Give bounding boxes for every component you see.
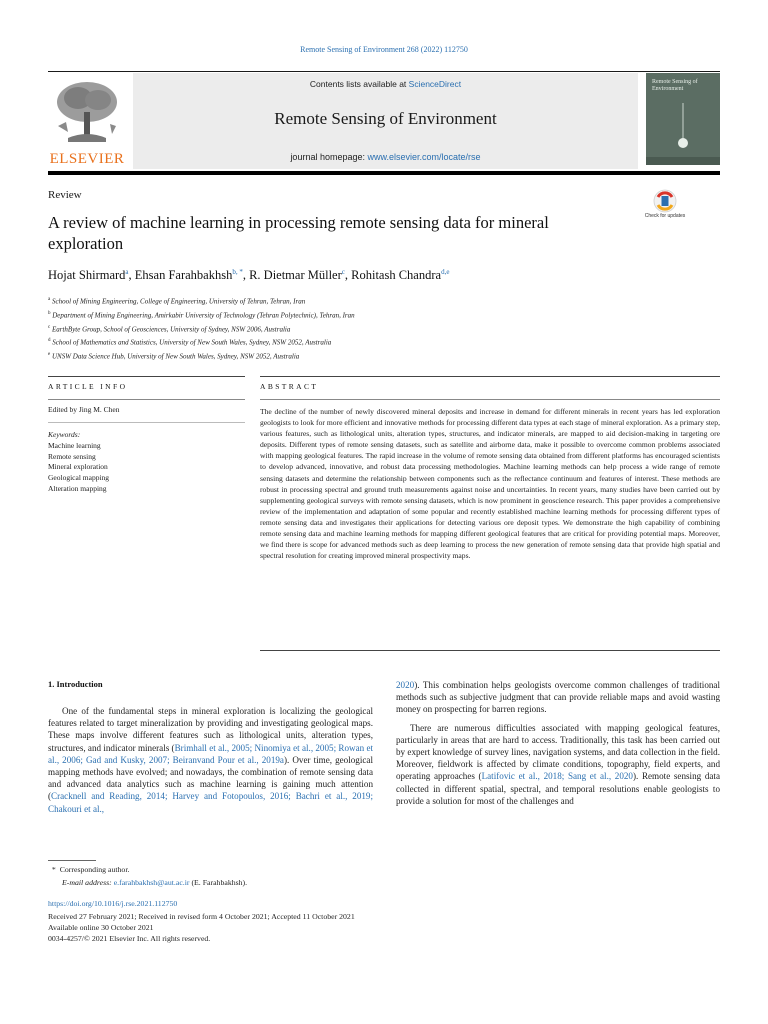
abstract-top-rule bbox=[260, 376, 720, 377]
citation-link[interactable]: Latifovic et al., 2018; Sang et al., 2020 bbox=[481, 771, 633, 782]
affiliation-text: UNSW Data Science Hub, University of New South Wales, Sydney, NSW 2052, Australia bbox=[51, 352, 300, 361]
journal-citation-link[interactable]: Remote Sensing of Environment 268 (2022) 112750 bbox=[300, 45, 468, 54]
footnote-star: * bbox=[48, 865, 60, 874]
body-column-right bbox=[396, 679, 720, 807]
keyword-item[interactable]: Remote sensing bbox=[48, 451, 96, 461]
keywords-label: Keywords: bbox=[48, 430, 81, 439]
author-separator: , bbox=[242, 268, 250, 283]
article-info-top-rule bbox=[48, 376, 245, 377]
affiliation-key: d bbox=[48, 338, 51, 344]
banner-top-rule bbox=[48, 71, 720, 72]
author-affiliation-marker[interactable]: c bbox=[341, 268, 345, 276]
footnote-rule bbox=[48, 860, 96, 861]
journal-banner bbox=[133, 73, 638, 169]
received-dates: Received 27 February 2021; Received in revised form 4 October 2021; Accepted 11 October 2021 bbox=[48, 912, 355, 921]
cover-title: Remote Sensing of Environment bbox=[652, 79, 698, 92]
intro-paragraph-2 bbox=[396, 722, 720, 807]
publisher-name: ELSEVIER bbox=[49, 151, 125, 167]
citation-link[interactable]: 2020 bbox=[396, 680, 415, 690]
author-separator: , bbox=[128, 268, 135, 283]
email-owner: (E. Farahbakhsh). bbox=[189, 878, 248, 887]
article-type: Review bbox=[48, 189, 82, 201]
contents-availability bbox=[133, 79, 638, 89]
affiliation-list bbox=[48, 294, 668, 363]
affiliation-key: e bbox=[48, 352, 51, 358]
body-column-left bbox=[48, 705, 373, 815]
author-affiliation-marker[interactable]: d,e bbox=[441, 268, 450, 276]
affiliation-text: Department of Mining Engineering, Amirkabir University of Technology (Tehran Polytechnic), Tehran, Iran bbox=[52, 311, 355, 320]
intro-text: ). Remote sensing data collected in different spatial, spectral, and temporal resolutions enable geologists to provide a solution for most of the challenges and bbox=[396, 771, 720, 806]
author-email-link[interactable]: e.farahbakhsh@aut.ac.ir bbox=[113, 878, 190, 887]
check-updates-label: Check for updates bbox=[644, 213, 686, 219]
journal-title: Remote Sensing of Environment bbox=[274, 109, 497, 128]
email-note bbox=[62, 878, 247, 887]
affiliation-key: c bbox=[48, 324, 51, 330]
edited-by-rule bbox=[48, 422, 245, 423]
intro-paragraph-1-cont bbox=[396, 679, 720, 716]
introduction-heading: 1. Introduction bbox=[48, 679, 103, 689]
intro-text: ). Over time, geological mapping methods have evolved; and nowadays, the combination of remote sensing data and advanced data analytics such as machine learning is gaining much attention ( bbox=[48, 754, 373, 802]
author-separator: , bbox=[344, 268, 352, 283]
corresponding-author-note bbox=[48, 865, 129, 874]
homepage-prefix: journal homepage: bbox=[290, 152, 368, 162]
citation-link[interactable]: Cracknell and Reading, 2014; Harvey and Fotopoulos, 2016; Bachri et al., 2019; Chakouri et al., bbox=[48, 791, 373, 814]
author-list bbox=[48, 268, 668, 283]
keyword-item[interactable]: Geological mapping bbox=[48, 473, 110, 483]
contents-prefix: Contents lists available at bbox=[309, 79, 409, 89]
doi-link[interactable]: https://doi.org/10.1016/j.rse.2021.112750 bbox=[48, 899, 178, 908]
article-info-heading-rule bbox=[48, 399, 245, 400]
keyword-item[interactable]: Alteration mapping bbox=[48, 483, 107, 493]
journal-cover-image[interactable] bbox=[646, 73, 720, 165]
abstract-text: The decline of the number of newly discovered mineral deposits and increase in demand for different minerals in recent years has led exploration geologists to look for more efficient and innovative methods for processing different data types at each stage of mineral exploration. As a primary step, various features, such as lithological units, alteration types, structures, and indicator minerals, are mapped to aid decision-making in targeting ore deposits. Different types of remote sensing datasets, such as satellite and airborne data, make it possible to overcome common problems associated with mapping geological features. The rapid increase in the volume of remote sensing data obtained from different platforms has encouraged scientists to develop advanced, innovative, and robust data processing methodologies. Machine learning methods can help process a wide range of remote sensing datasets and determine the relationship between components such as the reflectance continuum and features of interest. These methods are robust in processing spectral and ground truth measurements against noise and uncertainties. In recent years, many studies have been carried out by supplementing geological surveys with remote sensing datasets, which is now prominent in geoscience research. This paper provides a comprehensive review of the implementation and adaptation of some popular and recently established machine learning methods for processing different types of remote sensing data and investigates their applications for detecting various ore deposit types. We demonstrate the high capability of combining remote sensing data and machine learning methods for mapping different geological features that are critical for providing potential maps. Moreover, we find there is scope for advanced methods such as deep learning to process the new generation of remote sensing data that provide high spatial and spectral resolution for creating improved mineral prospectivity maps. bbox=[260, 407, 720, 561]
affiliation-item bbox=[48, 308, 668, 322]
intro-text: One of the fundamental steps in mineral exploration is localizing the geological features related to target mineralization by providing and investigating geological maps. These maps involve different features such as lithological units, alteration types, structures, and indicator minerals ( bbox=[48, 706, 373, 753]
cover-artwork-icon bbox=[646, 73, 720, 165]
author-name[interactable]: Hojat Shirmard bbox=[48, 268, 126, 283]
banner-bottom-rule bbox=[48, 171, 720, 175]
abstract-bottom-rule bbox=[260, 650, 720, 651]
affiliation-text: School of Mining Engineering, College of Engineering, University of Tehran, Tehran, Iran bbox=[51, 297, 306, 306]
check-for-updates-button[interactable] bbox=[644, 189, 686, 231]
affiliation-item bbox=[48, 322, 668, 336]
article-info-heading: ARTICLE INFO bbox=[48, 382, 128, 391]
affiliation-key: b bbox=[48, 310, 51, 316]
intro-text: There are numerous difficulties associated with mapping geological features, particularly in areas that are hard to access. Traditionally, this task has been carried out by expert knowledge of survey lines, navigation systems, and data collection in the field. Moreover, fieldwork is affected by climate conditions, topography, field experts, and operating approaches ( bbox=[396, 722, 720, 782]
keyword-item[interactable]: Machine learning bbox=[48, 440, 101, 450]
affiliation-item bbox=[48, 335, 668, 349]
sciencedirect-link[interactable]: ScienceDirect bbox=[408, 79, 462, 89]
corresponding-label: Corresponding author. bbox=[59, 865, 130, 874]
intro-text: ). This combination helps geologists overcome common challenges of traditional methods such as subjective judgment that can provide reliable maps and avoid wasting money on prospecting for barren regions. bbox=[396, 680, 720, 715]
available-online-date: Available online 30 October 2021 bbox=[48, 923, 154, 932]
email-label: E-mail address: bbox=[62, 878, 114, 887]
issn-copyright: 0034-4257/© 2021 Elsevier Inc. All rights reserved. bbox=[48, 934, 211, 943]
affiliation-text: School of Mathematics and Statistics, University of New South Wales, Sydney, NSW 2052, Australia bbox=[52, 338, 332, 347]
author-name[interactable]: Rohitash Chandra bbox=[351, 268, 442, 283]
journal-homepage bbox=[133, 152, 638, 162]
author-name[interactable]: R. Dietmar Müller bbox=[249, 268, 342, 283]
paper-title: A review of machine learning in processing remote sensing data for mineral exploration bbox=[48, 213, 549, 253]
check-updates-icon bbox=[644, 189, 686, 215]
journal-homepage-link[interactable]: www.elsevier.com/locate/rse bbox=[367, 152, 481, 162]
elsevier-tree-icon bbox=[48, 76, 126, 146]
affiliation-item bbox=[48, 294, 668, 308]
author-affiliation-marker[interactable]: b, * bbox=[232, 268, 243, 276]
keywords-block bbox=[48, 430, 109, 495]
elsevier-logo[interactable] bbox=[48, 76, 126, 166]
keyword-item[interactable]: Mineral exploration bbox=[48, 462, 108, 472]
abstract-heading: ABSTRACT bbox=[260, 382, 319, 391]
edited-by: Edited by Jing M. Chen bbox=[48, 405, 120, 414]
abstract-heading-rule bbox=[260, 399, 720, 400]
citation-link[interactable]: Brimhall et al., 2005; Ninomiya et al., 2005; Rowan et al., 2006; Gad and Kusky, 2007; Beiranvand Pour et al., 2019a bbox=[48, 742, 374, 765]
affiliation-key: a bbox=[48, 297, 51, 302]
affiliation-item bbox=[48, 349, 668, 363]
affiliation-text: EarthByte Group, School of Geosciences, University of Sydney, NSW 2006, Australia bbox=[51, 324, 291, 333]
author-affiliation-marker[interactable]: a bbox=[125, 268, 129, 276]
intro-paragraph-1 bbox=[48, 705, 373, 815]
author-name[interactable]: Ehsan Farahbakhsh bbox=[134, 268, 233, 283]
